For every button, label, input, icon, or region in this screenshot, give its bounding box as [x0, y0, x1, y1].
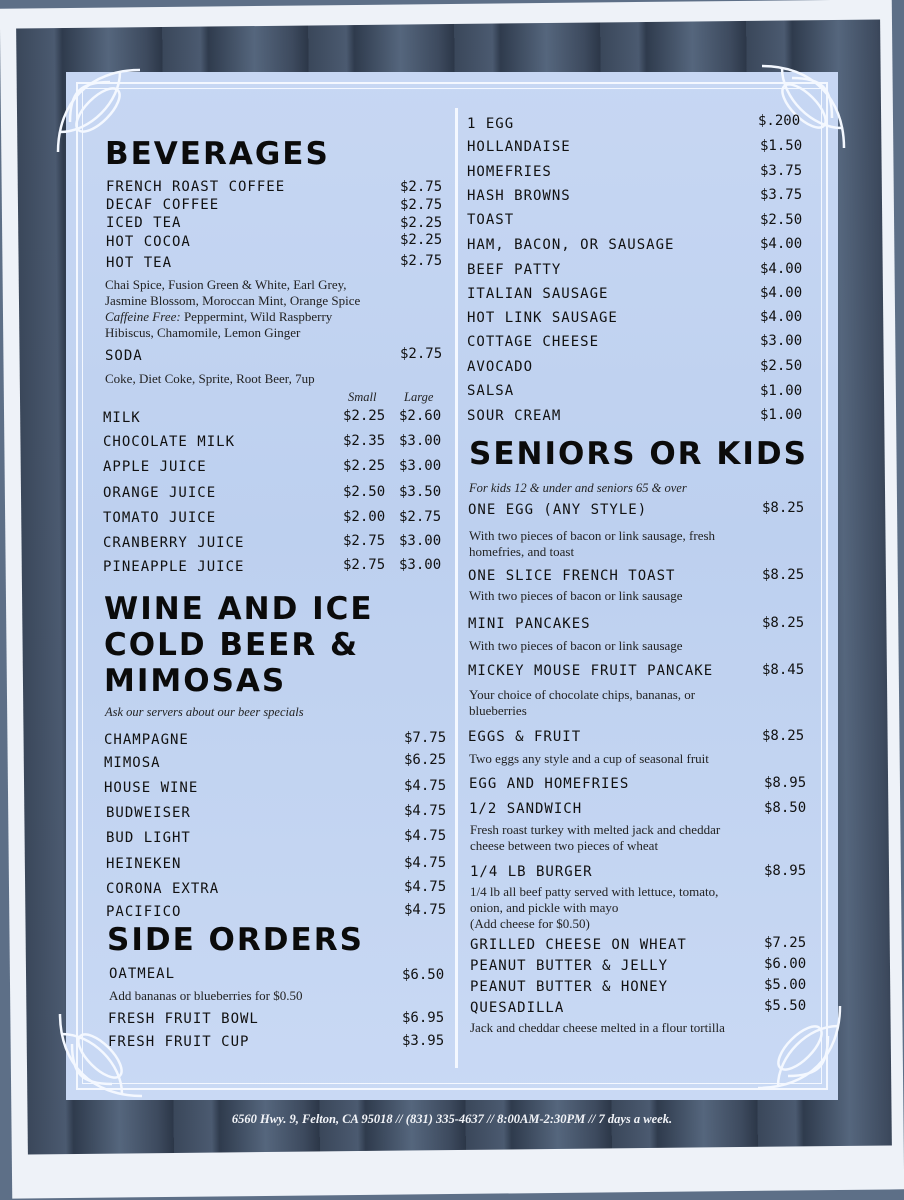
- menu-item-name: APPLE JUICE: [103, 459, 207, 475]
- wine-heading: [104, 591, 374, 699]
- column-divider: [455, 108, 458, 1068]
- menu-item-price: $7.25: [764, 935, 807, 951]
- menu-item-name: PINEAPPLE JUICE: [103, 559, 245, 575]
- menu-item-price: $6.25: [404, 752, 447, 768]
- menu-item-price: $2.75: [400, 253, 443, 269]
- desc-line: blueberries: [469, 703, 527, 718]
- item-description: With two pieces of bacon or link sausage: [469, 638, 683, 653]
- menu-item-price: $1.50: [760, 138, 803, 154]
- menu-item-name: CRANBERRY JUICE: [103, 535, 245, 551]
- menu-item-name: HOT TEA: [106, 255, 173, 271]
- item-description: [470, 884, 718, 932]
- menu-item-name: DECAF COFFEE: [106, 197, 220, 213]
- menu-item-price: $6.95: [402, 1010, 445, 1026]
- menu-item-price: $2.75: [400, 179, 443, 195]
- price-large: $3.00: [399, 557, 442, 573]
- menu-item-price: $4.75: [404, 879, 447, 895]
- menu-item-price: $4.00: [760, 261, 803, 277]
- menu-item-price: $4.00: [760, 236, 803, 252]
- menu-item-price: $4.00: [760, 285, 803, 301]
- menu-item-name: ITALIAN SAUSAGE: [467, 286, 609, 302]
- item-description: [469, 687, 695, 719]
- menu-item-price: $8.95: [764, 775, 807, 791]
- menu-item-name: CHOCOLATE MILK: [103, 434, 236, 450]
- item-description: [469, 528, 715, 560]
- menu-item-name: HOLLANDAISE: [467, 139, 571, 155]
- wine-heading-line: WINE AND ICE: [104, 591, 374, 627]
- caffeine-free-flavors: Peppermint, Wild Raspberry: [180, 309, 333, 324]
- menu-item-price: $4.75: [404, 778, 447, 794]
- menu-item-price: $8.50: [764, 800, 807, 816]
- menu-item-price: $.200: [758, 113, 801, 129]
- menu-item-price: $2.50: [760, 358, 803, 374]
- menu-item-name: HOT LINK SAUSAGE: [467, 310, 618, 326]
- menu-item-price: $8.25: [762, 615, 805, 631]
- menu-item-price: $2.25: [400, 232, 443, 248]
- menu-item-name: TOAST: [467, 212, 515, 228]
- price-small: $2.25: [343, 408, 386, 424]
- desc-line: Fresh roast turkey with melted jack and cheddar: [470, 822, 721, 837]
- menu-item-price: $3.95: [402, 1033, 445, 1049]
- price-large: $3.50: [399, 484, 442, 500]
- seniors-note: For kids 12 & under and seniors 65 & over: [469, 481, 687, 495]
- desc-line: cheese between two pieces of wheat: [470, 838, 659, 853]
- menu-item-name: 1/4 LB BURGER: [470, 864, 593, 880]
- menu-item-name: OATMEAL: [109, 966, 176, 982]
- price-small: $2.75: [343, 557, 386, 573]
- price-large: $2.75: [399, 509, 442, 525]
- menu-item-name: HOT COCOA: [106, 234, 191, 250]
- menu-item-price: $2.50: [760, 212, 803, 228]
- menu-item-name: MILK: [103, 410, 141, 426]
- desc-line: With two pieces of bacon or link sausage, fresh: [469, 528, 716, 543]
- menu-item-price: $4.75: [404, 902, 447, 918]
- menu-item-name: EGGS & FRUIT: [468, 729, 582, 745]
- footer-contact-line: 6560 Hwy. 9, Felton, CA 95018 // (831) 335-4637 // 8:00AM-2:30PM // 7 days a week.: [231, 1112, 673, 1126]
- menu-item-name: HOMEFRIES: [467, 164, 552, 180]
- menu-item-name: ORANGE JUICE: [103, 485, 217, 501]
- caffeine-free-label: Caffeine Free:: [105, 309, 181, 324]
- desc-line: homefries, and toast: [469, 544, 575, 559]
- price-small: $2.50: [343, 484, 386, 500]
- price-large: $3.00: [399, 433, 442, 449]
- menu-item-name: 1 EGG: [467, 116, 515, 132]
- menu-item-name: GRILLED CHEESE ON WHEAT: [470, 937, 687, 953]
- desc-line: Your choice of chocolate chips, bananas, or: [469, 687, 696, 702]
- seniors-heading: SENIORS OR KIDS: [469, 436, 808, 472]
- desc-line: (Add cheese for $0.50): [470, 916, 590, 931]
- menu-item-name: CHAMPAGNE: [104, 732, 189, 748]
- price-large: $2.60: [399, 408, 442, 424]
- wine-heading-line: MIMOSAS: [104, 663, 287, 699]
- menu-item-name: HEINEKEN: [106, 856, 182, 872]
- menu-item-price: $8.45: [762, 662, 805, 678]
- menu-item-name: COTTAGE CHEESE: [467, 334, 600, 350]
- menu-item-price: $8.25: [762, 500, 805, 516]
- menu-item-price: $8.25: [762, 728, 805, 744]
- menu-item-name: ICED TEA: [106, 215, 182, 231]
- menu-item-price: $4.75: [404, 855, 447, 871]
- menu-item-name: TOMATO JUICE: [103, 510, 217, 526]
- oatmeal-note: Add bananas or blueberries for $0.50: [109, 988, 303, 1003]
- soda-flavors: Coke, Diet Coke, Sprite, Root Beer, 7up: [105, 371, 315, 386]
- menu-item-name: SALSA: [467, 383, 515, 399]
- menu-item-name: PEANUT BUTTER & HONEY: [470, 979, 669, 995]
- desc-line: 1/4 lb all beef patty served with lettuce, tomato,: [470, 884, 719, 899]
- menu-item-name: MIMOSA: [104, 755, 161, 771]
- menu-item-price: $1.00: [760, 407, 803, 423]
- tea-desc-line: Chai Spice, Fusion Green & White, Earl Grey,: [105, 277, 347, 292]
- beer-specials-note: Ask our servers about our beer specials: [105, 705, 304, 719]
- desc-line: onion, and pickle with mayo: [470, 900, 619, 915]
- tea-desc-line: Jasmine Blossom, Moroccan Mint, Orange Spice: [105, 293, 361, 308]
- corner-ornament-icon: [752, 1000, 848, 1096]
- tea-desc-line: Hibiscus, Chamomile, Lemon Ginger: [105, 325, 301, 340]
- menu-item-name: FRESH FRUIT BOWL: [108, 1011, 259, 1027]
- menu-item-price: $2.75: [400, 197, 443, 213]
- menu-item-price: $5.50: [764, 998, 807, 1014]
- menu-item-price: $1.00: [760, 383, 803, 399]
- column-head-small: Small: [348, 390, 377, 404]
- menu-item-name: BUDWEISER: [106, 805, 191, 821]
- column-head-large: Large: [404, 390, 434, 404]
- price-large: $3.00: [399, 458, 442, 474]
- menu-item-name: FRENCH ROAST COFFEE: [106, 179, 286, 195]
- menu-item-name: SODA: [105, 348, 143, 364]
- menu-item-name: BUD LIGHT: [106, 830, 191, 846]
- menu-item-price: $4.00: [760, 309, 803, 325]
- menu-item-name: HOUSE WINE: [104, 780, 199, 796]
- menu-item-name: HASH BROWNS: [467, 188, 571, 204]
- menu-item-name: FRESH FRUIT CUP: [108, 1034, 250, 1050]
- item-description: Jack and cheddar cheese melted in a flour tortilla: [470, 1020, 725, 1035]
- price-small: $2.00: [343, 509, 386, 525]
- menu-item-price: $6.50: [402, 967, 445, 983]
- menu-item-name: QUESADILLA: [470, 1000, 565, 1016]
- menu-item-name: BEEF PATTY: [467, 262, 562, 278]
- menu-item-name: HAM, BACON, OR SAUSAGE: [467, 237, 675, 253]
- menu-item-price: $6.00: [764, 956, 807, 972]
- menu-item-name: PEANUT BUTTER & JELLY: [470, 958, 669, 974]
- menu-item-price: $2.25: [400, 215, 443, 231]
- menu-item-price: $3.00: [760, 333, 803, 349]
- wine-heading-line: COLD BEER &: [104, 627, 360, 663]
- menu-item-name: SOUR CREAM: [467, 408, 562, 424]
- price-small: $2.35: [343, 433, 386, 449]
- menu-item-name: EGG AND HOMEFRIES: [469, 776, 630, 792]
- menu-item-price: $2.75: [400, 346, 443, 362]
- tea-flavors: [105, 277, 435, 341]
- price-small: $2.75: [343, 533, 386, 549]
- menu-item-price: $4.75: [404, 803, 447, 819]
- price-small: $2.25: [343, 458, 386, 474]
- menu-item-name: ONE SLICE FRENCH TOAST: [468, 568, 676, 584]
- menu-item-name: MICKEY MOUSE FRUIT PANCAKE: [468, 663, 714, 679]
- menu-item-price: $7.75: [404, 730, 447, 746]
- menu-item-price: $8.95: [764, 863, 807, 879]
- price-large: $3.00: [399, 533, 442, 549]
- menu-item-price: $4.75: [404, 828, 447, 844]
- menu-item-name: CORONA EXTRA: [106, 881, 220, 897]
- menu-item-price: $5.00: [764, 977, 807, 993]
- item-description: With two pieces of bacon or link sausage: [469, 588, 683, 603]
- beverages-heading: BEVERAGES: [105, 136, 330, 172]
- menu-item-price: $3.75: [760, 163, 803, 179]
- menu-item-name: PACIFICO: [106, 904, 182, 920]
- item-description: [470, 822, 720, 854]
- menu-item-name: 1/2 SANDWICH: [469, 801, 583, 817]
- item-description: Two eggs any style and a cup of seasonal fruit: [469, 751, 709, 766]
- tea-desc-line: [105, 309, 435, 325]
- side-orders-heading: SIDE ORDERS: [107, 922, 364, 958]
- menu-item-price: $3.75: [760, 187, 803, 203]
- menu-item-name: AVOCADO: [467, 359, 534, 375]
- menu-item-name: ONE EGG (ANY STYLE): [468, 502, 648, 518]
- menu-item-name: MINI PANCAKES: [468, 616, 591, 632]
- menu-item-price: $8.25: [762, 567, 805, 583]
